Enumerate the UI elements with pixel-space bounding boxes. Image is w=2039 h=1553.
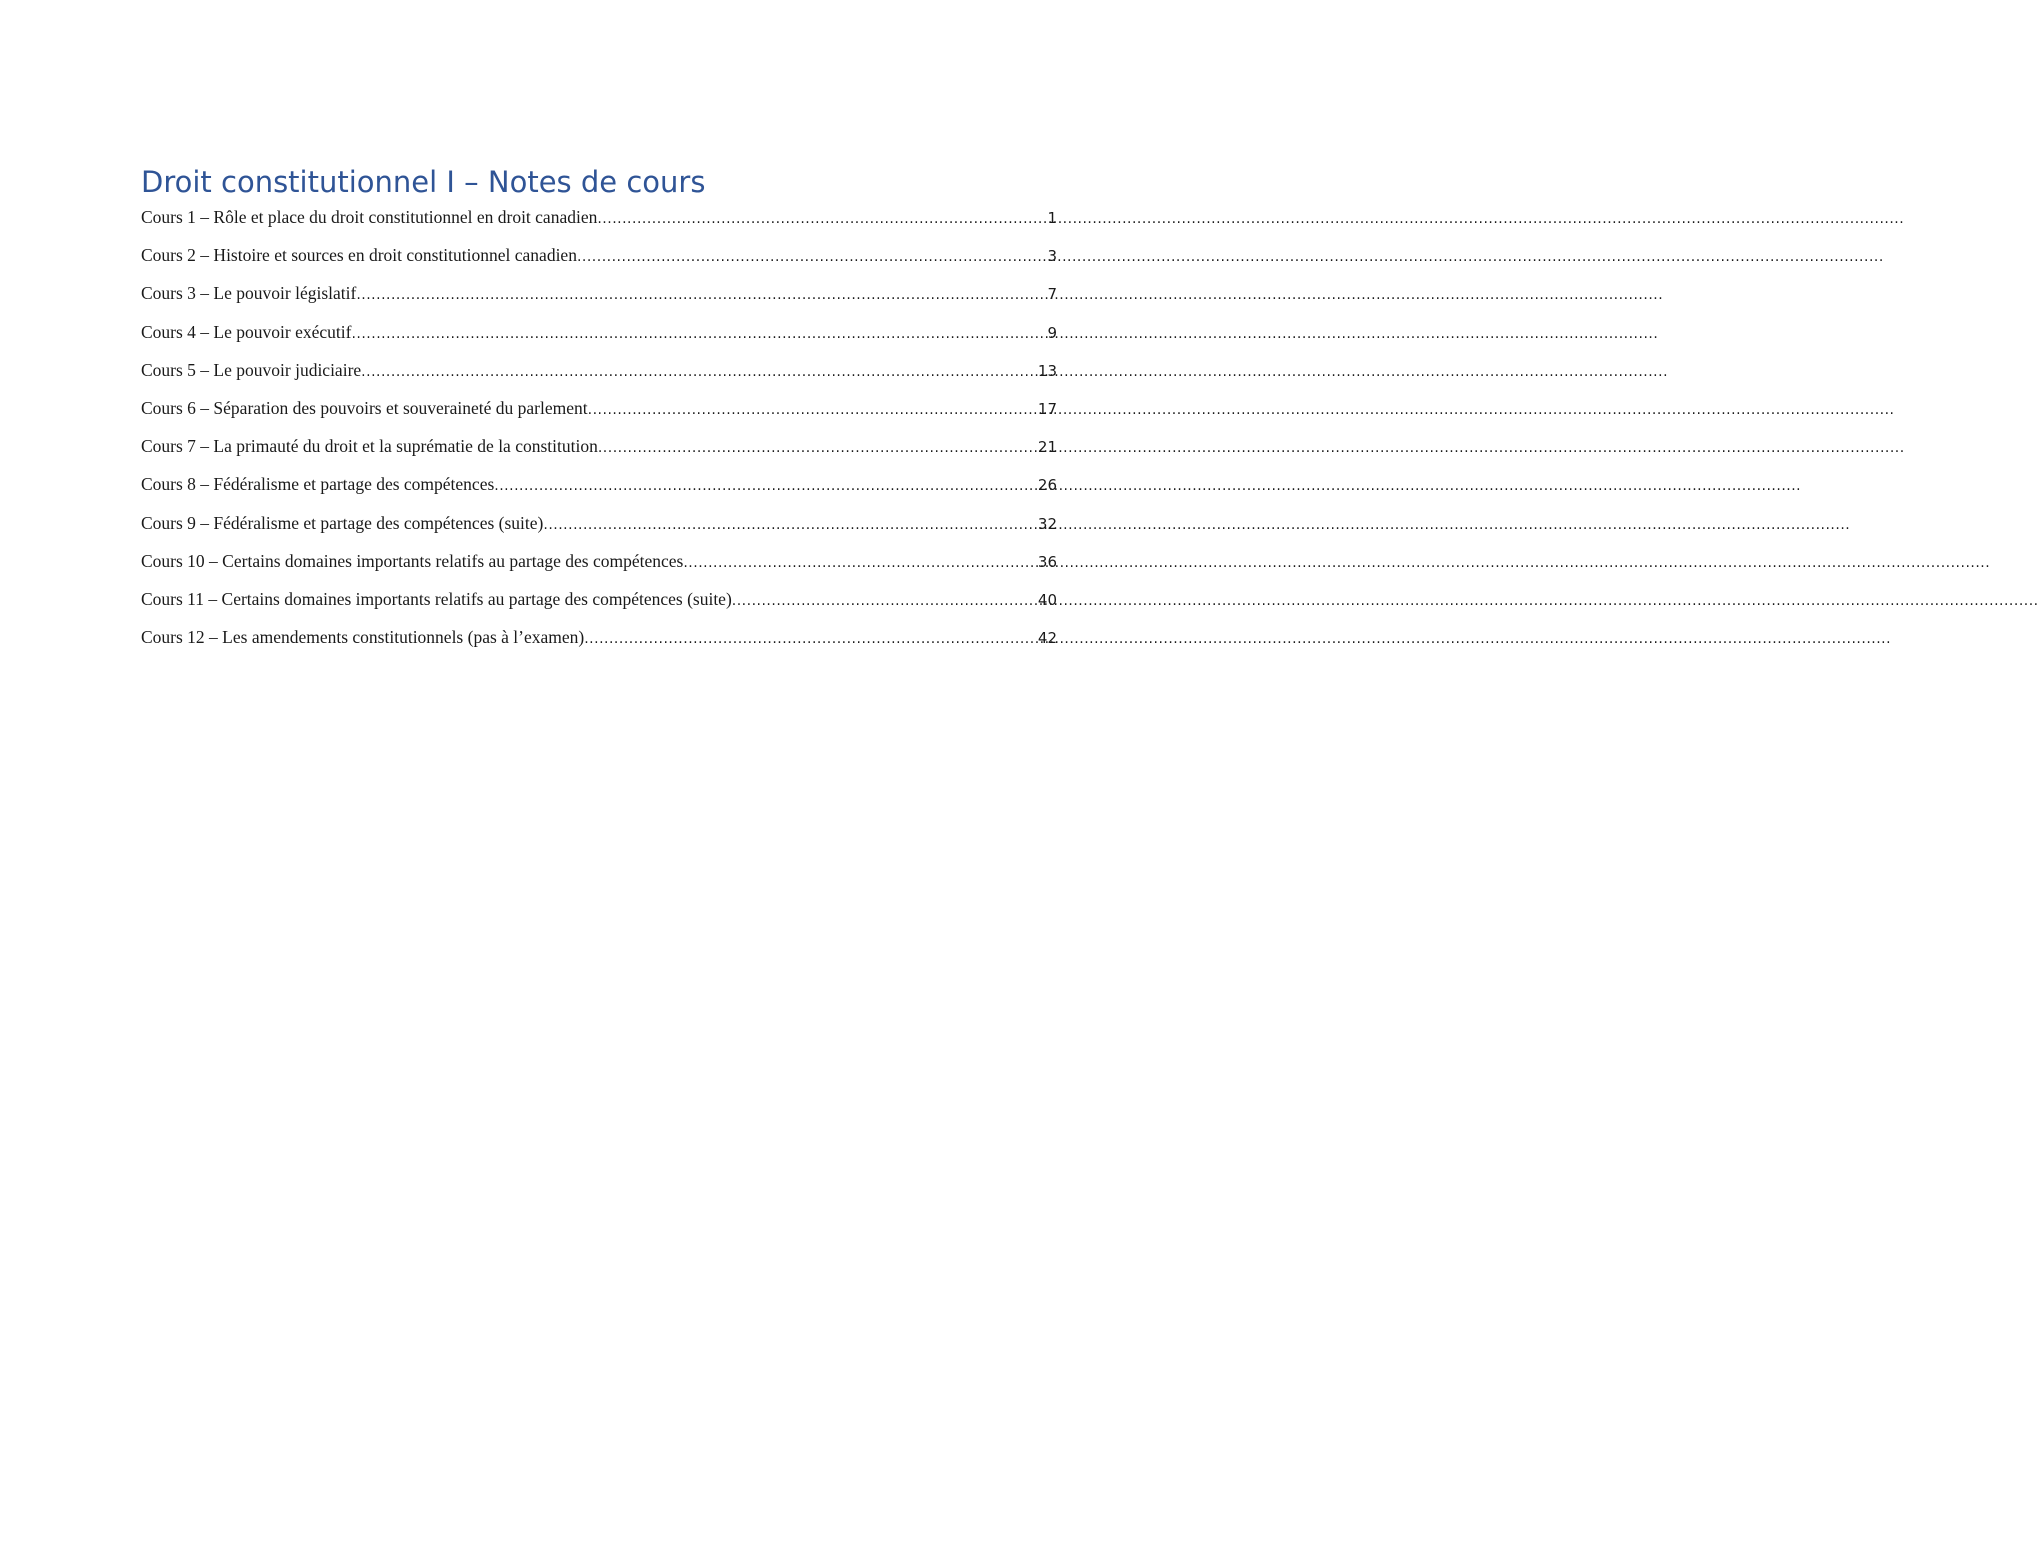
toc-entry[interactable] [141, 355, 1057, 393]
toc-entry-label: Cours 6 – Séparation des pouvoirs et souveraineté du parlement [141, 397, 588, 418]
toc-entry-page: 21 [1037, 438, 1057, 457]
toc-entry-page: 36 [1037, 552, 1057, 571]
toc-entry-page: 13 [1037, 361, 1057, 380]
toc-entry-page: 32 [1037, 514, 1057, 533]
toc-entry-label: Cours 8 – Fédéralisme et partage des compétences [141, 474, 495, 495]
toc-entry-page: 26 [1037, 476, 1057, 495]
toc-entry[interactable] [141, 240, 1057, 278]
toc-entry-label: Cours 3 – Le pouvoir législatif [141, 283, 357, 304]
toc-entry[interactable] [141, 622, 1057, 660]
toc-entry-label: Cours 7 – La primauté du droit et la suprématie de la constitution [141, 436, 598, 457]
toc-entry-page: 17 [1037, 399, 1057, 418]
toc-entry-page: 40 [1037, 590, 1057, 609]
toc-entry-label: Cours 2 – Histoire et sources en droit constitutionnel canadien [141, 245, 577, 266]
toc-leader-dots [543, 510, 1037, 540]
toc-entry-page: 1 [1047, 209, 1057, 227]
toc-entry-page: 3 [1047, 247, 1057, 266]
toc-entry[interactable] [141, 508, 1057, 546]
toc-leader-dots [351, 319, 1046, 349]
toc-entry-label: Cours 1 – Rôle et place du droit constitutionnel en droit canadien [141, 207, 598, 227]
toc-leader-dots [584, 624, 1037, 654]
toc-entry-label: Cours 9 – Fédéralisme et partage des compétences (suite) [141, 512, 544, 533]
table-of-contents [141, 202, 1057, 660]
toc-entry-page: 7 [1047, 285, 1057, 304]
toc-entry-label: Cours 12 – Les amendements constitutionnels (pas à l’examen) [141, 627, 585, 648]
toc-entry[interactable] [141, 317, 1057, 355]
toc-entry-label: Cours 10 – Certains domaines importants relatifs au partage des compétences [141, 550, 684, 571]
toc-entry-page: 42 [1037, 629, 1057, 648]
toc-leader-dots [494, 471, 1037, 501]
toc-entry-label: Cours 4 – Le pouvoir exécutif [141, 321, 352, 342]
toc-leader-dots [732, 586, 1037, 616]
toc-entry[interactable] [141, 431, 1057, 469]
toc-entry[interactable] [141, 278, 1057, 316]
page-title: Droit constitutionnel I – Notes de cours [141, 165, 706, 199]
toc-entry-label: Cours 5 – Le pouvoir judiciaire [141, 359, 362, 380]
toc-leader-dots [597, 204, 1046, 234]
toc-leader-dots [577, 242, 1047, 272]
toc-entry[interactable] [141, 469, 1057, 507]
toc-leader-dots [361, 357, 1037, 387]
toc-leader-dots [356, 280, 1046, 310]
toc-leader-dots [588, 395, 1037, 425]
toc-leader-dots [683, 548, 1037, 578]
toc-entry[interactable] [141, 546, 1057, 584]
toc-entry-label: Cours 11 – Certains domaines importants relatifs au partage des compétences (suite) [141, 588, 732, 609]
toc-entry-page: 9 [1047, 323, 1057, 342]
toc-leader-dots [598, 433, 1037, 463]
toc-entry[interactable] [141, 202, 1057, 240]
toc-entry[interactable] [141, 584, 1057, 622]
toc-entry[interactable] [141, 393, 1057, 431]
